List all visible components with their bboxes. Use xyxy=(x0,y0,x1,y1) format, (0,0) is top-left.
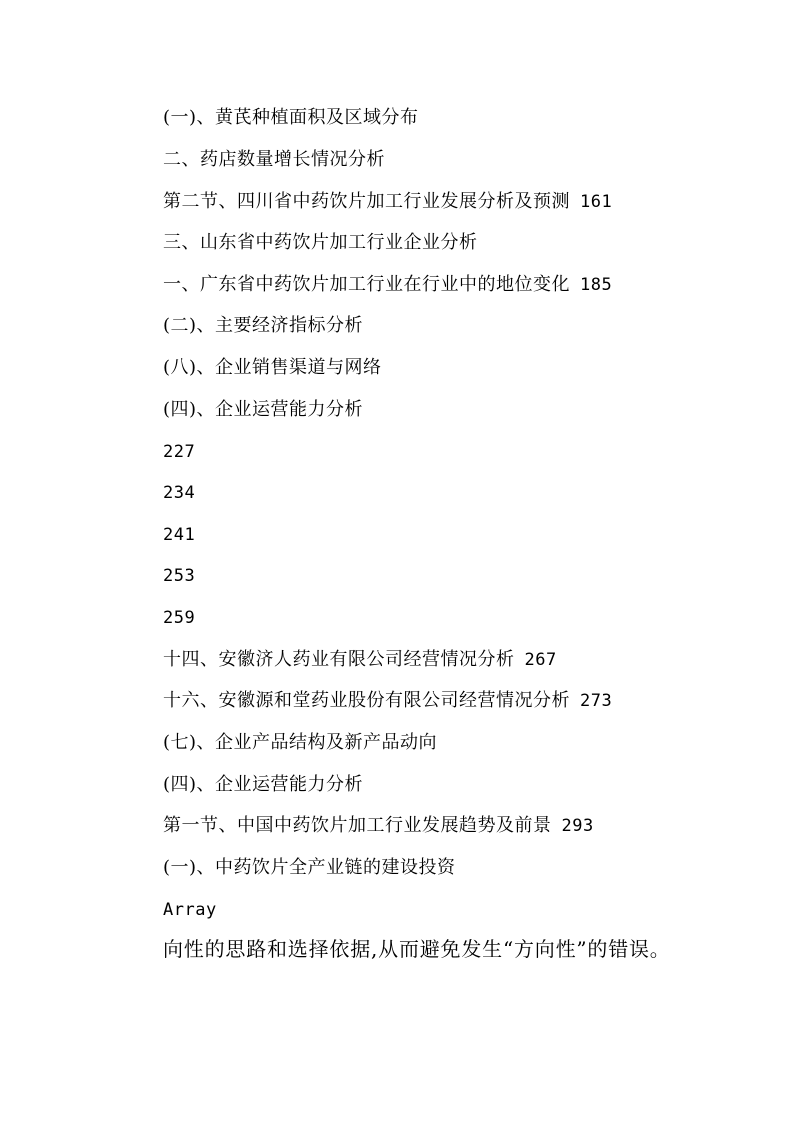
toc-page-number: 259 xyxy=(163,608,196,628)
toc-entry xyxy=(163,398,363,422)
toc-entry-text: (一)、黄芪种植面积及区域分布 xyxy=(163,107,419,128)
toc-page-number: 267 xyxy=(524,650,557,670)
toc-entry-text: (七)、企业产品结构及新产品动向 xyxy=(163,732,438,753)
toc-page-number: 185 xyxy=(580,275,613,295)
toc-entry-text: (四)、企业运营能力分析 xyxy=(163,774,364,795)
toc-page-number: 241 xyxy=(163,525,196,545)
toc-entry-text: (一)、中药饮片全产业链的建设投资 xyxy=(163,857,456,878)
toc-entry-text: 三、山东省中药饮片加工行业企业分析 xyxy=(163,232,478,253)
toc-entry-text: 二、药店数量增长情况分析 xyxy=(163,149,385,170)
toc-entry xyxy=(163,231,478,255)
toc-entry xyxy=(163,564,195,588)
toc-entry xyxy=(163,106,419,130)
toc-entry xyxy=(163,856,456,880)
toc-entry xyxy=(163,648,557,672)
toc-entry xyxy=(163,314,363,338)
toc-entry-text: Array xyxy=(163,900,217,920)
toc-entry-text: 十四、安徽济人药业有限公司经营情况分析 xyxy=(163,649,515,670)
toc-entry-text: (四)、企业运营能力分析 xyxy=(163,399,364,420)
toc-entry xyxy=(163,689,612,713)
toc-page-number: 253 xyxy=(163,566,196,586)
toc-page-number: 273 xyxy=(580,691,613,711)
toc-entry xyxy=(163,731,437,755)
toc-entry-text: 一、广东省中药饮片加工行业在行业中的地位变化 xyxy=(163,274,570,295)
toc-page-number: 293 xyxy=(561,816,594,836)
toc-page-number: 234 xyxy=(163,483,196,503)
toc-entry xyxy=(163,898,217,922)
toc-entry xyxy=(163,190,612,214)
toc-entry-text: 第一节、中国中药饮片加工行业发展趋势及前景 xyxy=(163,815,552,836)
body-paragraph: 向性的思路和选择依据,从而避免发生“方向性”的错误。 xyxy=(163,937,671,961)
toc-page-number: 161 xyxy=(580,192,613,212)
toc-entry xyxy=(163,273,612,297)
toc-entry-text: (八)、企业销售渠道与网络 xyxy=(163,357,382,378)
toc-entry xyxy=(163,148,385,172)
toc-page-number: 227 xyxy=(163,442,196,462)
toc-entry xyxy=(163,440,195,464)
toc-entry-text: 十六、安徽源和堂药业股份有限公司经营情况分析 xyxy=(163,690,570,711)
toc-entry xyxy=(163,773,363,797)
toc-entry xyxy=(163,356,382,380)
toc-entry xyxy=(163,481,195,505)
toc-entry xyxy=(163,814,594,838)
toc-entry xyxy=(163,606,195,630)
toc-entry-text: 第二节、四川省中药饮片加工行业发展分析及预测 xyxy=(163,191,570,212)
toc-entry xyxy=(163,523,195,547)
toc-entry-text: (二)、主要经济指标分析 xyxy=(163,315,364,336)
